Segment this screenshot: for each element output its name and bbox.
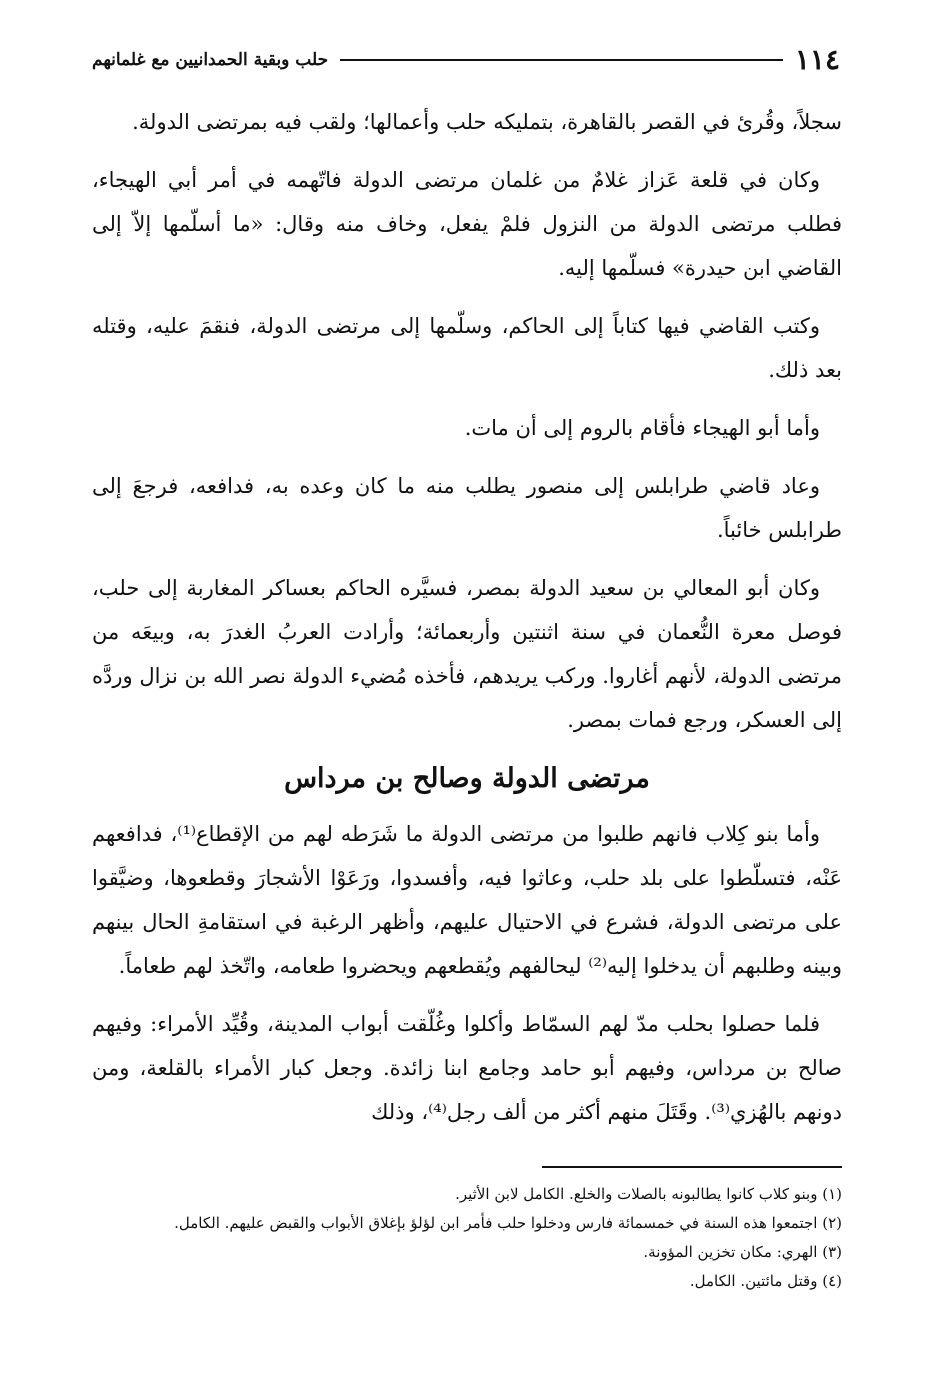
header-rule	[340, 59, 783, 61]
section-heading: مرتضى الدولة وصالح بن مرداس	[284, 763, 650, 794]
running-title: حلب وبقية الحمدانيين مع غلمانهم	[92, 50, 329, 70]
footnote: (١) وبنو كلاب كانوا يطالبونه بالصلات والخلع. الكامل لابن الأثير.	[455, 1185, 842, 1203]
footnote-separator	[542, 1166, 842, 1168]
page-number: ١١٤	[794, 43, 840, 76]
footnote: (٢) اجتمعوا هذه السنة في خمسمائة فارس ودخلوا حلب فأمر ابن لؤلؤ بإغلاق الأبواب والقبض عليهم. الكامل.	[174, 1214, 842, 1232]
footnotes	[92, 1180, 842, 1296]
paragraph: فلما حصلوا بحلب مدّ لهم السمّاط وأكلوا وغُلّقت أبواب المدينة، وقُيِّد الأمراء: وفيهم صالح بن مرداس، وفيهم أبو حامد وجامع ابنا زائدة. وجعل كبار الأمراء بالقلعة، ومن دونهم بالهُزي⁽³⁾. وقَتَلَ منهم أكثر من ألف رجل⁽⁴⁾، وذلك	[92, 1012, 842, 1124]
page-header	[92, 40, 840, 80]
paragraph: سجلاً، وقُرئ في القصر بالقاهرة، بتمليكه حلب وأعمالها؛ ولقب فيه بمرتضى الدولة.	[132, 110, 842, 134]
body-text	[92, 100, 842, 1148]
footnote: (٤) وقتل مائتين. الكامل.	[689, 1272, 842, 1290]
paragraph: وكتب القاضي فيها كتاباً إلى الحاكم، وسلّمها إلى مرتضى الدولة، فنقمَ عليه، وقتله بعد ذلك.	[92, 314, 842, 382]
paragraph: وكان أبو المعالي بن سعيد الدولة بمصر، فسيَّره الحاكم بعساكر المغاربة إلى حلب، فوصل معرة النُّعمان في سنة اثنتين وأربعمائة؛ وأرادت العربُ الغدرَ به، وبيعَه من مرتضى الدولة، لأنهم أغاروا. وركب يريدهم، فأخذه مُضيء الدولة نصر الله بن نزال وردَّه إلى العسكر، ورجع فمات بمصر.	[92, 576, 842, 732]
paragraph: وأما بنو كِلاب فانهم طلبوا من مرتضى الدولة ما شَرَطه لهم من الإقطاع⁽¹⁾، فدافعهم عَنْه، فتسلّطوا على بلد حلب، وعاثوا فيه، وأفسدوا، ورَعَوْا الأشجارَ وقطعوها، وضيَّقوا على مرتضى الدولة، فشرع في الاحتيال عليهم، وأظهر الرغبة في استقامةِ الحال بينهم وبينه وطلبهم أن يدخلوا إليه⁽²⁾ ليحالفهم ويُقطعهم ويحضروا طعامه، واتّخذ لهم طعاماً.	[92, 822, 842, 978]
paragraph: وأما أبو الهيجاء فأقام بالروم إلى أن مات.	[464, 416, 820, 440]
footnote: (٣) الهري: مكان تخزين المؤونة.	[643, 1243, 842, 1261]
paragraph: وعاد قاضي طرابلس إلى منصور يطلب منه ما كان وعده به، فدافعه، فرجعَ إلى طرابلس خائباً.	[92, 474, 842, 542]
paragraph: وكان في قلعة عَزاز غلامٌ من غلمان مرتضى الدولة فاتّهمه في أمر أبي الهيجاء، فطلب مرتضى الدولة من النزول فلمْ يفعل، وخاف منه وقال: «ما أسلّمها إلاّ إلى القاضي ابن حيدرة» فسلّمها إليه.	[92, 168, 842, 280]
